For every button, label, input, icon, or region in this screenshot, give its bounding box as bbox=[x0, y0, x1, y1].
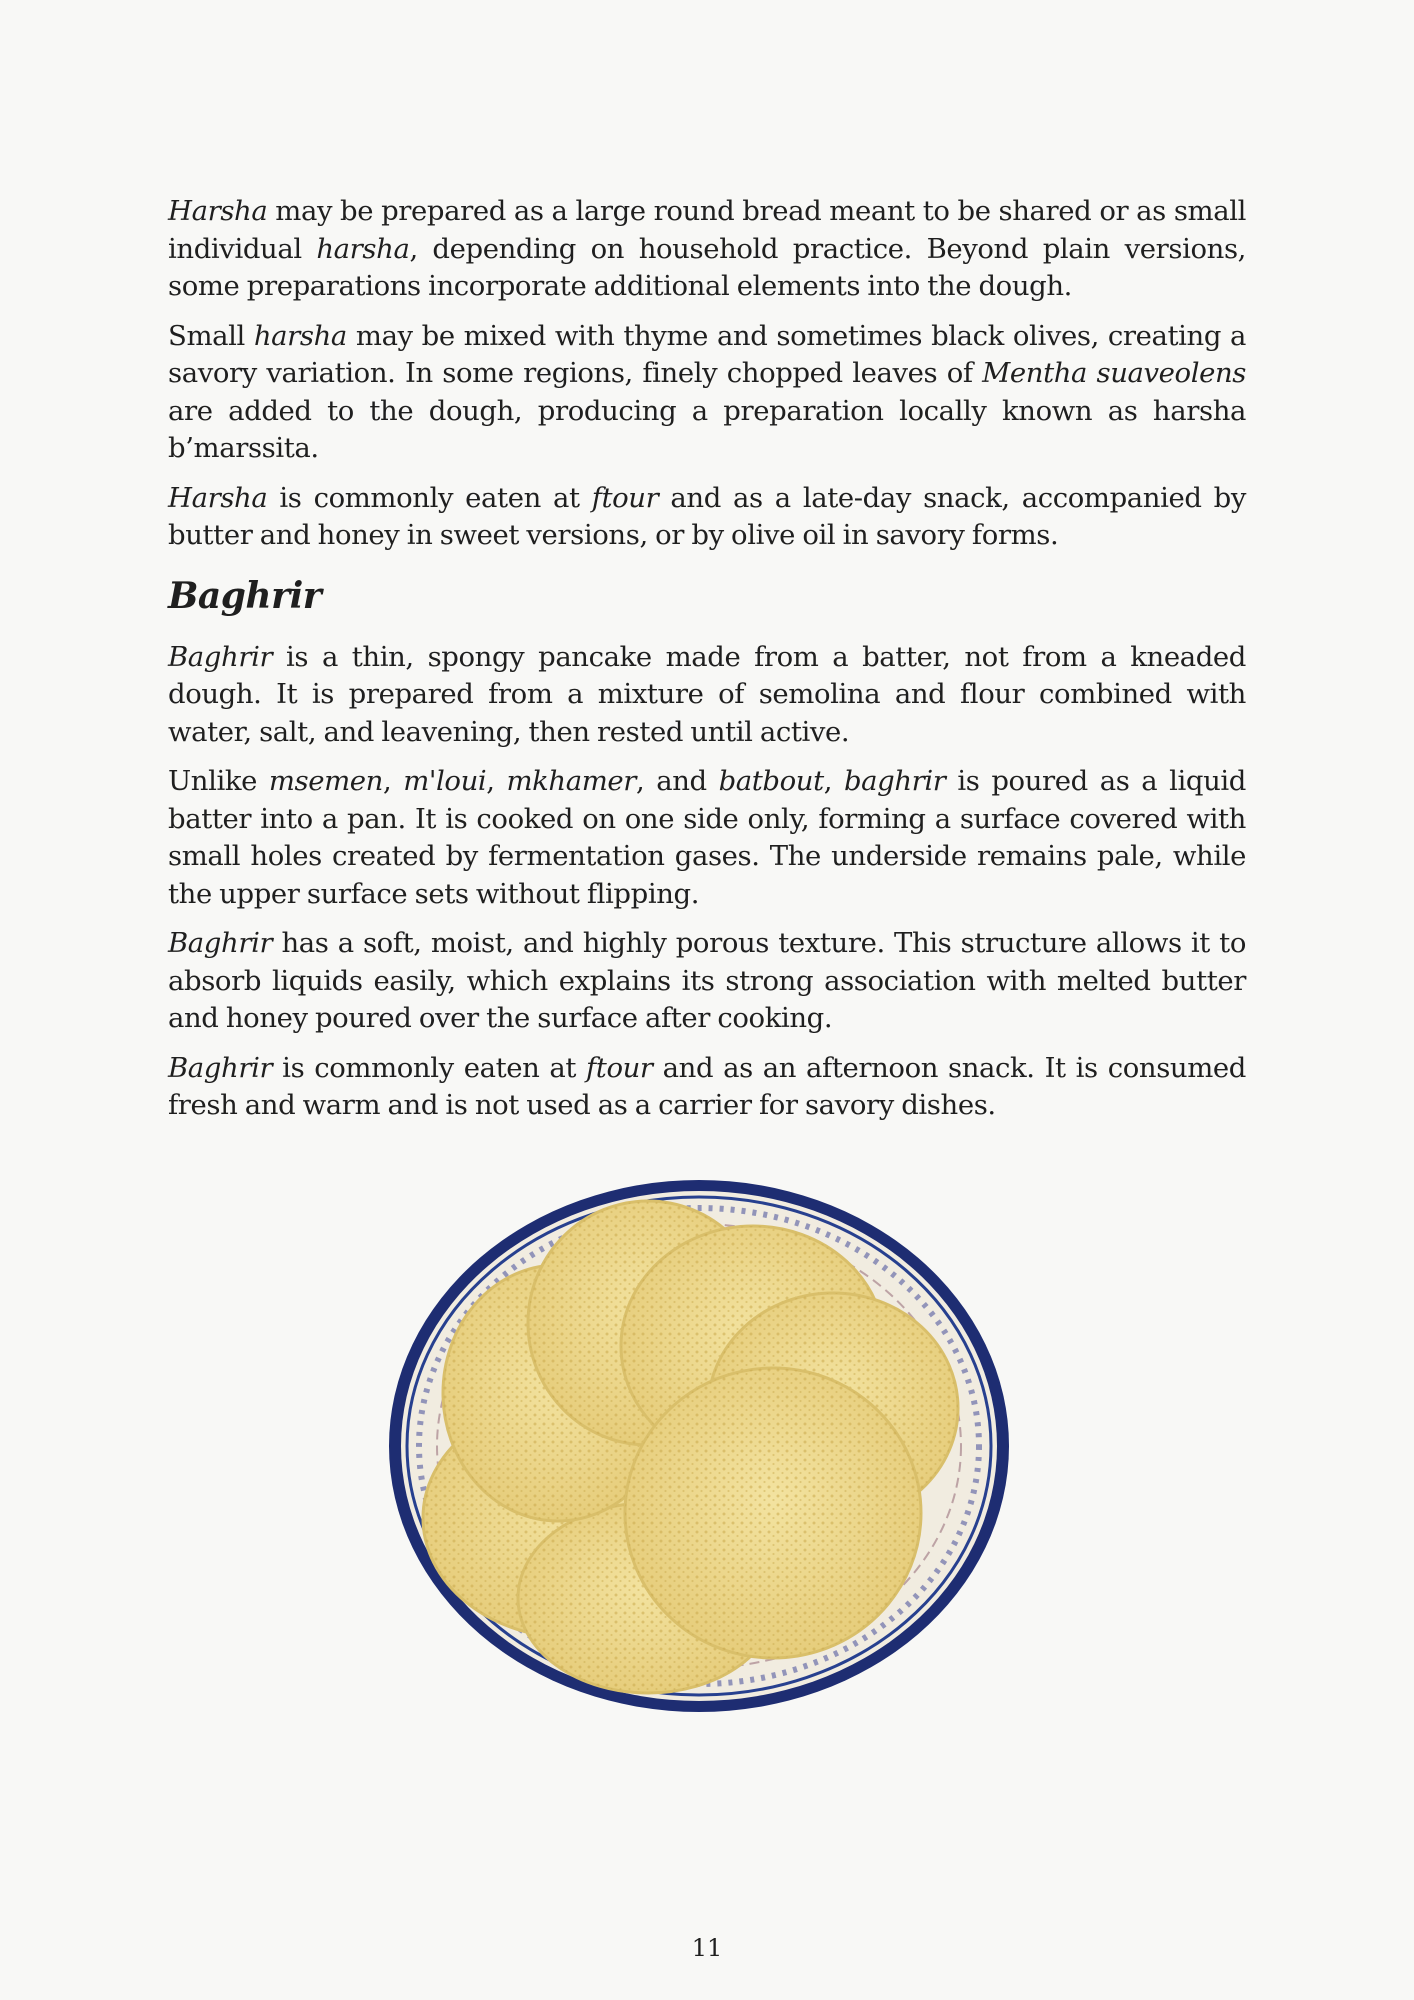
text-run: Unlike bbox=[168, 765, 269, 797]
text-run: Small bbox=[168, 319, 254, 352]
italic-term: Baghrir bbox=[168, 927, 273, 959]
text-run: has a soft, moist, and highly porous texture. This structure allows it to absorb liquids easily, which explains its strong association with melted butter and honey poured over the surface after cooking. bbox=[168, 927, 1246, 1034]
baghrir-paragraph-2 bbox=[168, 763, 1246, 913]
italic-term: Harsha bbox=[168, 195, 268, 227]
italic-term: harsha bbox=[253, 319, 347, 352]
baghrir-paragraph-4 bbox=[168, 1050, 1246, 1125]
italic-term: Mentha suaveolens bbox=[982, 357, 1246, 389]
italic-term: batbout bbox=[718, 765, 824, 797]
text-run: may be prepared as a large round bread meant to be shared or as small individual bbox=[168, 195, 1246, 265]
italic-term: Baghrir bbox=[168, 640, 273, 673]
baghrir-paragraph-3 bbox=[168, 925, 1246, 1038]
harsha-paragraph-3 bbox=[168, 480, 1246, 555]
text-run: and as a late-day snack, accompanied by butter and honey in sweet versions, or by olive oil in savory forms. bbox=[168, 481, 1246, 551]
text-run: , bbox=[823, 765, 844, 797]
page-body bbox=[168, 193, 1246, 1137]
text-run: are added to the dough, producing a preparation locally known as harsha b’marssita. bbox=[168, 394, 1246, 464]
baghrir-plate-illustration bbox=[388, 1178, 1010, 1714]
harsha-section bbox=[168, 193, 1246, 555]
text-run: , bbox=[383, 765, 404, 797]
baghrir-paragraph-1 bbox=[168, 639, 1246, 752]
italic-term: Harsha bbox=[168, 481, 268, 514]
text-run: is commonly eaten at bbox=[267, 481, 592, 514]
section-heading-baghrir: Baghrir bbox=[168, 574, 322, 617]
text-run: is poured as a liquid batter into a pan. It is cooked on one side only, forming a surface covered with small holes created by fermentation gases. The underside remains pale, while the upper surface sets without flipping. bbox=[168, 765, 1246, 910]
italic-term: msemen bbox=[268, 765, 383, 797]
text-run: is commonly eaten at bbox=[272, 1051, 587, 1084]
harsha-paragraph-1 bbox=[168, 193, 1246, 306]
italic-term: baghrir bbox=[843, 765, 946, 797]
italic-term: Baghrir bbox=[168, 1051, 273, 1084]
italic-term: ftour bbox=[591, 481, 659, 514]
text-run: , bbox=[486, 765, 507, 797]
text-run: and as an afternoon snack. It is consumed fresh and warm and is not used as a carrier for savory dishes. bbox=[168, 1051, 1246, 1121]
text-run: , and bbox=[636, 765, 719, 797]
italic-term: m'loui bbox=[403, 765, 487, 797]
baghrir-plate-photo bbox=[388, 1178, 1010, 1714]
baghrir-section bbox=[168, 639, 1246, 1125]
harsha-paragraph-2 bbox=[168, 318, 1246, 468]
text-run: may be mixed with thyme and sometimes black olives, creating a savory variation. In some regions, finely chopped leaves of bbox=[168, 319, 1246, 389]
text-run: , depending on household practice. Beyond plain versions, some preparations incorporate additional elements into the dough. bbox=[168, 232, 1246, 302]
italic-term: harsha bbox=[316, 232, 410, 265]
italic-term: mkhamer bbox=[506, 765, 637, 797]
page-number: 11 bbox=[691, 1934, 723, 1962]
italic-term: ftour bbox=[586, 1051, 653, 1084]
text-run: is a thin, spongy pancake made from a batter, not from a kneaded dough. It is prepared from a mixture of semolina and flour combined with water, salt, and leavening, then rested until active. bbox=[168, 640, 1246, 748]
